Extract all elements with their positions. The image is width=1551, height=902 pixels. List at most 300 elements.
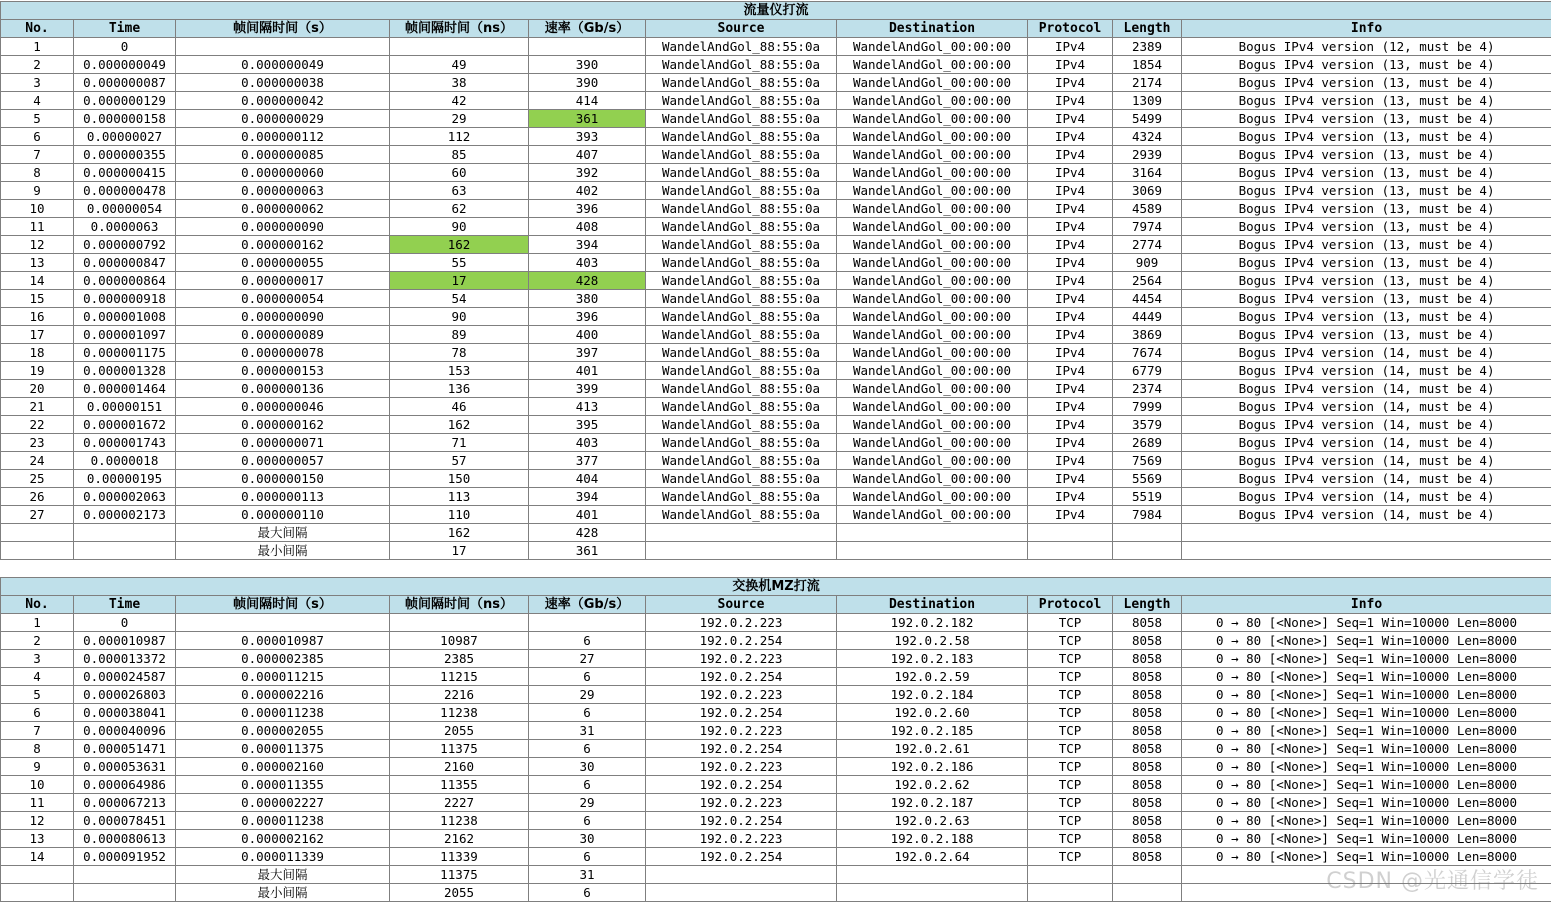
table-cell: 192.0.2.223 [646,722,837,740]
table-cell: 31 [529,722,646,740]
table2-title: 交换机MZ打流 [1,578,1551,596]
table-cell: 55 [390,254,529,272]
table-cell: WandelAndGol_00:00:00 [837,344,1028,362]
table-cell: WandelAndGol_00:00:00 [837,416,1028,434]
table-row [1,650,1551,668]
table-cell: 2939 [1113,146,1182,164]
table-cell: 0.000001464 [74,380,176,398]
table-cell: WandelAndGol_88:55:0a [646,92,837,110]
table-cell: 0.000002162 [176,830,390,848]
table-cell: 0.000000042 [176,92,390,110]
table-cell: Bogus IPv4 version (13, must be 4) [1182,326,1551,344]
table-cell: 909 [1113,254,1182,272]
table-cell: 397 [529,344,646,362]
table-cell: 11339 [390,848,529,866]
table-cell: 401 [529,506,646,524]
table-row [1,272,1551,290]
summary-cell: 428 [529,524,646,542]
table-cell: IPv4 [1028,182,1113,200]
table-row [1,740,1551,758]
table-cell: 0.000000085 [176,146,390,164]
table-cell: 150 [390,470,529,488]
table-row [1,416,1551,434]
table-cell: WandelAndGol_00:00:00 [837,272,1028,290]
table-cell: 8058 [1113,614,1182,632]
table-cell: 0.000000847 [74,254,176,272]
column-header: 帧间隔时间（ns） [390,20,529,38]
table2-header-row [1,596,1551,614]
table-cell: IPv4 [1028,110,1113,128]
table-cell: 4 [1,668,74,686]
table-cell: 13 [1,830,74,848]
table-cell: 361 [529,110,646,128]
table-cell: 0.000000355 [74,146,176,164]
table-cell: WandelAndGol_88:55:0a [646,290,837,308]
table-cell: 2564 [1113,272,1182,290]
table-cell: 2162 [390,830,529,848]
table-cell: IPv4 [1028,164,1113,182]
empty-cell [837,524,1028,542]
summary-row [1,866,1551,884]
table-cell: 6 [529,704,646,722]
table-cell: 0.000040096 [74,722,176,740]
table-cell: 5 [1,110,74,128]
table-cell: 404 [529,470,646,488]
table-cell: 0.000000415 [74,164,176,182]
table-cell: 0.00000151 [74,398,176,416]
table-cell: 0 → 80 [<None>] Seq=1 Win=10000 Len=8000 [1182,722,1551,740]
table-cell: 136 [390,380,529,398]
table-cell: 413 [529,398,646,416]
table-cell: 110 [390,506,529,524]
table-cell: 192.0.2.58 [837,632,1028,650]
empty-cell [74,866,176,884]
table-cell: WandelAndGol_88:55:0a [646,506,837,524]
table-cell: 192.0.2.62 [837,776,1028,794]
table-cell: 192.0.2.60 [837,704,1028,722]
table-row [1,812,1551,830]
switch-mz-table [0,577,1551,902]
table-cell: 2055 [390,722,529,740]
table-cell: IPv4 [1028,146,1113,164]
table-cell: 0.000000087 [74,74,176,92]
table-cell: Bogus IPv4 version (13, must be 4) [1182,182,1551,200]
table-cell: 2374 [1113,380,1182,398]
table-cell: 192.0.2.223 [646,758,837,776]
table-cell: 8058 [1113,668,1182,686]
table-cell: Bogus IPv4 version (13, must be 4) [1182,308,1551,326]
table-cell: 3164 [1113,164,1182,182]
column-header: Source [646,596,837,614]
table-cell: 0.000000049 [176,56,390,74]
column-header: 速率（Gb/s） [529,20,646,38]
table-row [1,794,1551,812]
table-cell: 0 → 80 [<None>] Seq=1 Win=10000 Len=8000 [1182,650,1551,668]
empty-cell [74,524,176,542]
table-cell: WandelAndGol_88:55:0a [646,236,837,254]
table-cell: WandelAndGol_88:55:0a [646,416,837,434]
table-cell: 8058 [1113,830,1182,848]
table-cell: 192.0.2.59 [837,668,1028,686]
table-cell: 396 [529,200,646,218]
table-cell: WandelAndGol_00:00:00 [837,326,1028,344]
column-header: Source [646,20,837,38]
table-cell [176,614,390,632]
table-cell: Bogus IPv4 version (14, must be 4) [1182,434,1551,452]
table-cell: WandelAndGol_00:00:00 [837,308,1028,326]
table-row [1,848,1551,866]
table-row [1,470,1551,488]
table-cell: IPv4 [1028,380,1113,398]
table-cell: 192.0.2.254 [646,740,837,758]
table-cell: WandelAndGol_88:55:0a [646,308,837,326]
table-cell: 2227 [390,794,529,812]
table-cell: 0.000011375 [176,740,390,758]
column-header: Protocol [1028,596,1113,614]
table-cell: WandelAndGol_88:55:0a [646,452,837,470]
table-cell [529,614,646,632]
table-row [1,614,1551,632]
table-cell: 38 [390,74,529,92]
table-cell: WandelAndGol_00:00:00 [837,200,1028,218]
summary-cell: 2055 [390,884,529,902]
table-cell: 192.0.2.188 [837,830,1028,848]
table-cell: 395 [529,416,646,434]
table-cell: WandelAndGol_00:00:00 [837,218,1028,236]
table-cell: 24 [1,452,74,470]
empty-cell [1028,866,1113,884]
table-cell: 4449 [1113,308,1182,326]
table-cell: 1 [1,614,74,632]
table-cell: TCP [1028,704,1113,722]
table-row [1,200,1551,218]
table-cell: 18 [1,344,74,362]
table-cell: TCP [1028,776,1113,794]
table-cell: 192.0.2.187 [837,794,1028,812]
table-cell: 0 → 80 [<None>] Seq=1 Win=10000 Len=8000 [1182,632,1551,650]
table-cell: 0.00000054 [74,200,176,218]
table-cell: 390 [529,56,646,74]
table-cell: WandelAndGol_88:55:0a [646,398,837,416]
table-cell: 0.000000049 [74,56,176,74]
table-cell: 8058 [1113,812,1182,830]
table-cell: 0.000000090 [176,218,390,236]
table-cell: 192.0.2.254 [646,812,837,830]
table-cell: IPv4 [1028,254,1113,272]
table-cell: 0.000001672 [74,416,176,434]
table-cell: IPv4 [1028,488,1113,506]
table-cell: TCP [1028,632,1113,650]
table-cell: WandelAndGol_00:00:00 [837,236,1028,254]
table-cell: Bogus IPv4 version (13, must be 4) [1182,218,1551,236]
table-cell: 14 [1,848,74,866]
table-cell: 49 [390,56,529,74]
summary-cell: 最小间隔 [176,884,390,902]
table-cell: WandelAndGol_00:00:00 [837,434,1028,452]
table-cell: 153 [390,362,529,380]
table-cell: 8058 [1113,686,1182,704]
table-cell: Bogus IPv4 version (13, must be 4) [1182,128,1551,146]
table-row [1,434,1551,452]
table-cell: TCP [1028,686,1113,704]
table-cell: 2 [1,632,74,650]
table-cell: 14 [1,272,74,290]
table-cell: WandelAndGol_88:55:0a [646,254,837,272]
table-cell: Bogus IPv4 version (14, must be 4) [1182,380,1551,398]
table-cell: 8058 [1113,632,1182,650]
table-cell: 3579 [1113,416,1182,434]
summary-cell: 最大间隔 [176,524,390,542]
table-cell: 8 [1,164,74,182]
table-cell: WandelAndGol_00:00:00 [837,182,1028,200]
table-cell: 0.000010987 [74,632,176,650]
table-cell: 162 [390,236,529,254]
table-cell: Bogus IPv4 version (13, must be 4) [1182,92,1551,110]
table-cell: 6 [529,812,646,830]
table-row [1,398,1551,416]
table-cell: 17 [390,272,529,290]
table-row [1,110,1551,128]
table-cell: IPv4 [1028,470,1113,488]
table-cell: 192.0.2.254 [646,776,837,794]
table-cell: Bogus IPv4 version (14, must be 4) [1182,344,1551,362]
column-header: Info [1182,596,1551,614]
table-cell: 7 [1,722,74,740]
table-cell: 192.0.2.183 [837,650,1028,668]
table-cell: 11 [1,218,74,236]
table-cell: 20 [1,380,74,398]
table-row [1,74,1551,92]
table-cell: 5569 [1113,470,1182,488]
table-cell: 0.000000054 [176,290,390,308]
empty-cell [1028,542,1113,560]
table-cell: 0.000000078 [176,344,390,362]
table-cell: 0 → 80 [<None>] Seq=1 Win=10000 Len=8000 [1182,848,1551,866]
table-cell: 9 [1,758,74,776]
table-cell: 4589 [1113,200,1182,218]
table-row [1,128,1551,146]
table-cell: Bogus IPv4 version (14, must be 4) [1182,488,1551,506]
table-cell: 0.000000150 [176,470,390,488]
table-cell: 3 [1,650,74,668]
empty-cell [1182,542,1551,560]
table-cell: 0.000010987 [176,632,390,650]
table-cell: 11 [1,794,74,812]
table-row [1,326,1551,344]
table-cell: 10 [1,776,74,794]
table-cell: 2689 [1113,434,1182,452]
table-row [1,452,1551,470]
table-cell: 0.000000129 [74,92,176,110]
table-cell: 0.000064986 [74,776,176,794]
table-cell: 0.000001328 [74,362,176,380]
table-cell: 401 [529,362,646,380]
table-cell: 0.000013372 [74,650,176,668]
empty-cell [837,542,1028,560]
table-cell: 8058 [1113,722,1182,740]
table-cell: WandelAndGol_00:00:00 [837,74,1028,92]
table-row [1,758,1551,776]
table-cell: TCP [1028,650,1113,668]
table-cell: TCP [1028,830,1113,848]
table-cell: 54 [390,290,529,308]
table-cell: WandelAndGol_88:55:0a [646,326,837,344]
table-cell: 390 [529,74,646,92]
table-cell: 29 [390,110,529,128]
table-cell: Bogus IPv4 version (14, must be 4) [1182,452,1551,470]
table-cell: 12 [1,236,74,254]
empty-cell [1113,524,1182,542]
table-cell: 0 → 80 [<None>] Seq=1 Win=10000 Len=8000 [1182,668,1551,686]
table-cell: 90 [390,308,529,326]
table-cell: 0.000011215 [176,668,390,686]
watermark: CSDN @光通信学徒 [1326,864,1539,895]
table-cell: 0.000000060 [176,164,390,182]
table-cell: 0.000024587 [74,668,176,686]
table-cell: Bogus IPv4 version (13, must be 4) [1182,164,1551,182]
table-cell: 12 [1,812,74,830]
table-cell: WandelAndGol_00:00:00 [837,398,1028,416]
table-cell: 192.0.2.185 [837,722,1028,740]
table-cell: 192.0.2.186 [837,758,1028,776]
table-cell: WandelAndGol_88:55:0a [646,344,837,362]
table-cell: 2 [1,56,74,74]
table-cell: TCP [1028,794,1113,812]
table-cell: 0.000000017 [176,272,390,290]
table-cell: IPv4 [1028,344,1113,362]
table-cell [176,38,390,56]
table-row [1,344,1551,362]
empty-cell [1,884,74,902]
table-cell: Bogus IPv4 version (13, must be 4) [1182,272,1551,290]
table-cell: 192.0.2.223 [646,830,837,848]
table-row [1,722,1551,740]
table-cell: 414 [529,92,646,110]
table-cell: 0.00000027 [74,128,176,146]
table-cell: 0.000000162 [176,236,390,254]
empty-cell [1113,866,1182,884]
table-cell: 9 [1,182,74,200]
table-cell: 0.000002385 [176,650,390,668]
table-cell: IPv4 [1028,38,1113,56]
table-cell: IPv4 [1028,92,1113,110]
table-cell: 0.000001743 [74,434,176,452]
column-header: No. [1,596,74,614]
table-cell: 0.000026803 [74,686,176,704]
table-cell: WandelAndGol_00:00:00 [837,164,1028,182]
summary-cell: 361 [529,542,646,560]
table-cell: 0.000078451 [74,812,176,830]
table-cell: 19 [1,362,74,380]
table-cell: 0.000000136 [176,380,390,398]
table-cell: WandelAndGol_00:00:00 [837,38,1028,56]
table-cell: 0.000038041 [74,704,176,722]
table-cell: WandelAndGol_00:00:00 [837,92,1028,110]
table-cell: 7974 [1113,218,1182,236]
table-cell: IPv4 [1028,308,1113,326]
table-cell: 192.0.2.223 [646,650,837,668]
table-cell: Bogus IPv4 version (13, must be 4) [1182,236,1551,254]
table-cell: WandelAndGol_00:00:00 [837,290,1028,308]
empty-cell [1,866,74,884]
table-cell: WandelAndGol_88:55:0a [646,470,837,488]
table-cell: 0.000000057 [176,452,390,470]
table-row [1,164,1551,182]
table-cell: 0.000000089 [176,326,390,344]
table-cell: 394 [529,488,646,506]
table-cell: WandelAndGol_88:55:0a [646,38,837,56]
table-cell: 0 → 80 [<None>] Seq=1 Win=10000 Len=8000 [1182,740,1551,758]
summary-cell: 6 [529,884,646,902]
table-cell: IPv4 [1028,128,1113,146]
table-cell: 46 [390,398,529,416]
table-cell: 0.000002160 [176,758,390,776]
table-cell: 2389 [1113,38,1182,56]
table-cell: 0 [74,614,176,632]
table-cell: 0.000000478 [74,182,176,200]
table-cell: WandelAndGol_88:55:0a [646,362,837,380]
table-cell: 192.0.2.223 [646,794,837,812]
table-cell: WandelAndGol_00:00:00 [837,470,1028,488]
table-cell: 0 → 80 [<None>] Seq=1 Win=10000 Len=8000 [1182,794,1551,812]
table-cell: 192.0.2.223 [646,686,837,704]
table-cell: 112 [390,128,529,146]
table-cell: TCP [1028,740,1113,758]
empty-cell [646,542,837,560]
table-cell: WandelAndGol_88:55:0a [646,110,837,128]
table-cell: 0.000000090 [176,308,390,326]
table-cell: 17 [1,326,74,344]
empty-cell [837,866,1028,884]
table-cell: 0.000011238 [176,812,390,830]
table-cell: 0.000002055 [176,722,390,740]
table-row [1,632,1551,650]
table-cell: 0.000002063 [74,488,176,506]
empty-cell [1028,884,1113,902]
table-cell [390,614,529,632]
table-cell: 6 [1,128,74,146]
column-header: Destination [837,596,1028,614]
table-cell: 402 [529,182,646,200]
table-cell: IPv4 [1028,398,1113,416]
column-header: Length [1113,20,1182,38]
table-cell: 400 [529,326,646,344]
table-cell: 2160 [390,758,529,776]
table-cell: 25 [1,470,74,488]
table-cell: 2174 [1113,74,1182,92]
table-cell: IPv4 [1028,416,1113,434]
column-header: 帧间隔时间（s） [176,20,390,38]
table-cell: 30 [529,830,646,848]
empty-cell [1028,524,1113,542]
summary-cell: 31 [529,866,646,884]
table-cell: WandelAndGol_88:55:0a [646,182,837,200]
empty-cell [646,884,837,902]
table-row [1,56,1551,74]
table-row [1,308,1551,326]
table-cell: 113 [390,488,529,506]
table-cell: 29 [529,794,646,812]
empty-cell [837,884,1028,902]
table-cell: WandelAndGol_00:00:00 [837,146,1028,164]
table-cell: 0.000080613 [74,830,176,848]
summary-cell: 17 [390,542,529,560]
table-cell: 0.0000063 [74,218,176,236]
table-cell: 16 [1,308,74,326]
table-cell: 6 [529,668,646,686]
table-cell: WandelAndGol_88:55:0a [646,380,837,398]
table-cell: 8058 [1113,740,1182,758]
